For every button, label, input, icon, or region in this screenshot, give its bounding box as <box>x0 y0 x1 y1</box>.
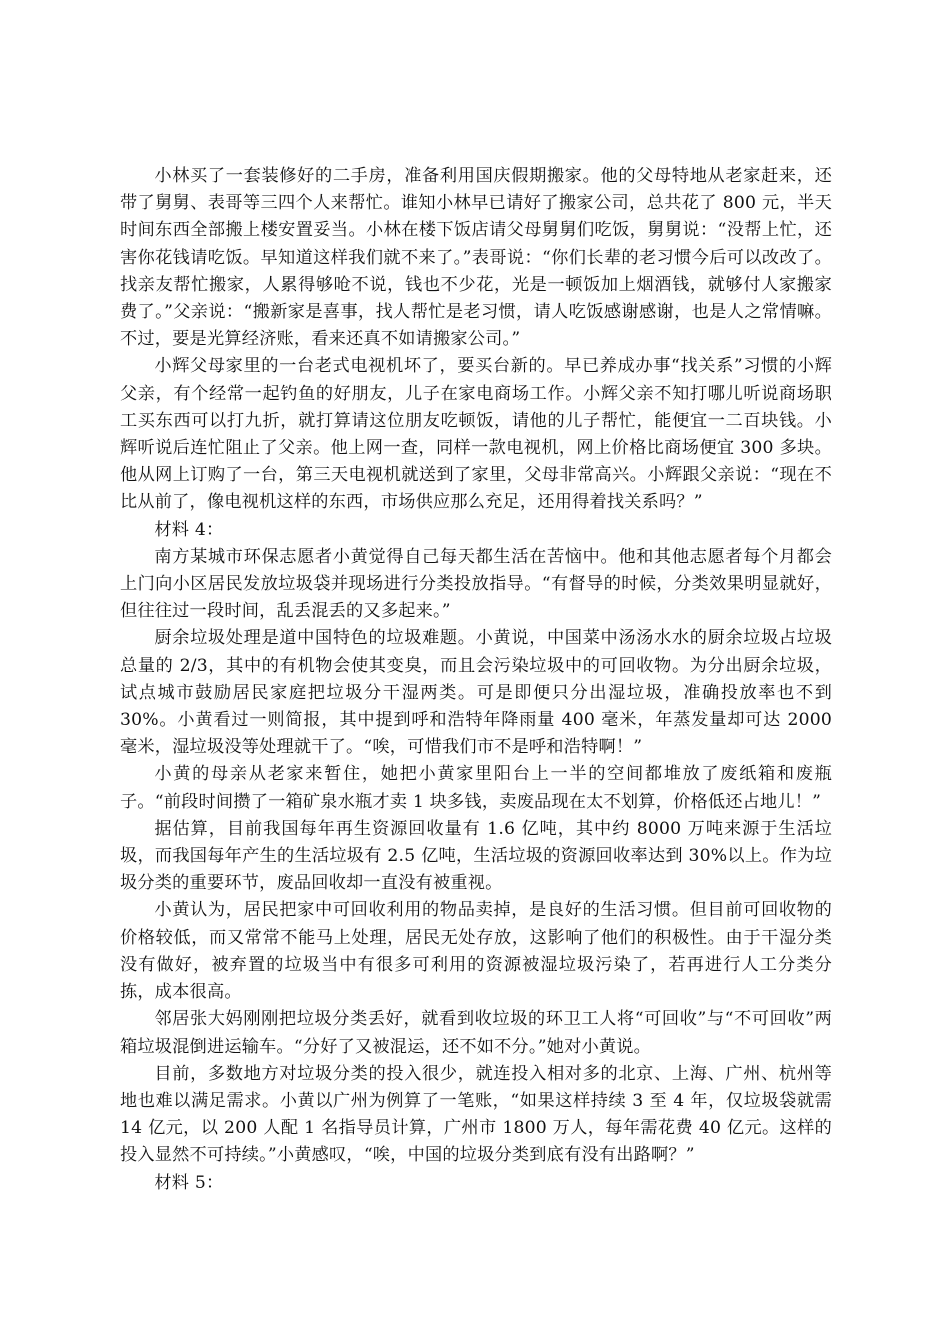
paragraph-kitchen-waste: 厨余垃圾处理是道中国特色的垃圾难题。小黄说，中国菜中汤汤水水的厨余垃圾占垃圾总量的 2/3，其中的有机物会使其变臭，而且会污染垃圾中的可回收物。为分出厨余垃圾，试点城市鼓励居民家庭把垃圾分干湿两类。可是即便只分出湿垃圾，准确投放率也不到 30%。小黄看过一则简报，其中提到呼和浩特年降雨量 400 毫米，年蒸发量却可达 2000 毫米，湿垃圾没等处理就干了。“唉，可惜我们市不是呼和浩特啊！” <box>120 628 832 758</box>
material-5-heading: 材料 5： <box>154 1172 224 1193</box>
paragraph-neighbor: 邻居张大妈刚刚把垃圾分类丢好，就看到收垃圾的环卫工人将“可回收”与“不可回收”两箱垃圾混倒进运输车。“分好了又被混运，还不如不分。”她对小黄说。 <box>120 1009 832 1057</box>
paragraph-investment: 目前，多数地方对垃圾分类的投入很少，就连投入相对多的北京、上海、广州、杭州等地也难以满足需求。小黄以广州为例算了一笔账，“如果这样持续 3 至 4 年，仅垃圾袋就需 14 亿元，以 200 人配 1 名指导员计算，广州市 1800 万人，每年需花费 40 亿元。这样的投入显然不可持续。”小黄感叹，“唉，中国的垃圾分类到底有没有出路啊？” <box>120 1063 832 1166</box>
paragraph-volunteer: 南方某城市环保志愿者小黄觉得自己每天都生活在苦恼中。他和其他志愿者每个月都会上门向小区居民发放垃圾袋并现场进行分类投放指导。“有督导的时候，分类效果明显就好，但往往过一段时间，乱丢混丢的又多起来。” <box>120 546 832 622</box>
paragraph-mother-recycling: 小黄的母亲从老家来暂住，她把小黄家里阳台上一半的空间都堆放了废纸箱和废瓶子。“前段时间攒了一箱矿泉水瓶才卖 1 块多钱，卖废品现在太不划算，价格低还占地儿！” <box>120 764 832 812</box>
paragraph-moving-house: 小林买了一套装修好的二手房，准备利用国庆假期搬家。他的父母特地从老家赶来，还带了舅舅、表哥等三四个人来帮忙。谁知小林早已请好了搬家公司，总共花了 800 元，半天时间东西全部搬上楼安置妥当。小林在楼下饭店请父母舅舅们吃饭，舅舅说：“没帮上忙，还害你花钱请吃饭。早知道这样我们就不来了。”表哥说：“你们长辈的老习惯今后可以改改了。找亲友帮忙搬家，人累得够呛不说，钱也不少花，光是一顿饭加上烟酒钱，就够付人家搬家费了。”父亲说：“搬新家是喜事，找人帮忙是老习惯，请人吃饭感谢感谢，也是人之常情嘛。不过，要是光算经济账，看来还真不如请搬家公司。” <box>120 166 832 350</box>
paragraph-statistics: 据估算，目前我国每年再生资源回收量有 1.6 亿吨，其中约 8000 万吨来源于生活垃圾，而我国每年产生的生活垃圾有 2.5 亿吨，生活垃圾的资源回收率达到 30%以上。作为垃圾分类的重要环节，废品回收却一直没有被重视。 <box>120 818 832 894</box>
material-4-heading: 材料 4： <box>154 519 224 540</box>
paragraph-recycling-habits: 小黄认为，居民把家中可回收利用的物品卖掉，是良好的生活习惯。但目前可回收物的价格较低，而又常常不能马上处理，居民无处存放，这影响了他们的积极性。由于干湿分类没有做好，被弃置的垃圾当中有很多可利用的资源被湿垃圾污染了，若再进行人工分类分拣，成本很高。 <box>120 900 832 1003</box>
paragraph-tv-purchase: 小辉父母家里的一台老式电视机坏了，要买台新的。早已养成办事“找关系”习惯的小辉父亲，有个经常一起钓鱼的好朋友，儿子在家电商场工作。小辉父亲不知打哪儿听说商场职工买东西可以打九折，就打算请这位朋友吃顿饭，请他的儿子帮忙，能便宜一二百块钱。小辉听说后连忙阻止了父亲。他上网一查，同样一款电视机，网上价格比商场便宜 300 多块。他从网上订购了一台，第三天电视机就送到了家里，父母非常高兴。小辉跟父亲说：“现在不比从前了，像电视机这样的东西，市场供应那么充足，还用得着找关系吗？” <box>120 356 832 513</box>
